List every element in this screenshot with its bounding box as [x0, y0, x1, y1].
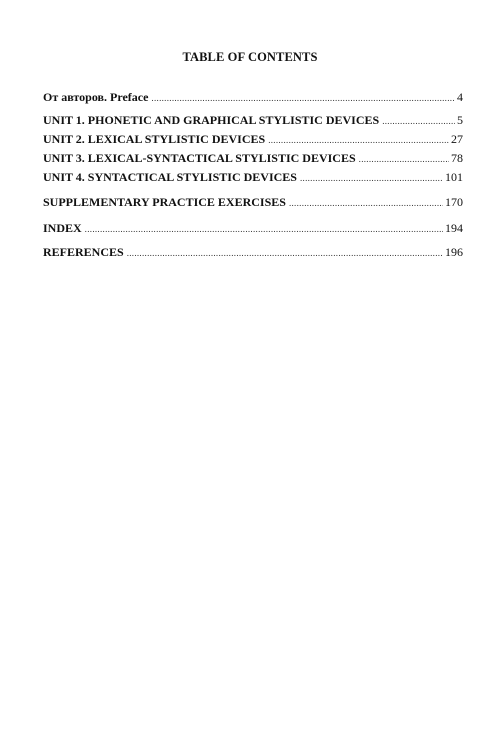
toc-entry-page: 194: [445, 221, 463, 235]
toc-entry-supplementary[interactable]: [43, 195, 463, 210]
toc-entry-unit-4[interactable]: [43, 170, 463, 185]
toc-entry-label: UNIT 2. LEXICAL STYLISTIC DEVICES: [43, 132, 266, 146]
toc-entry-label: UNIT 3. LEXICAL-SYNTACTICAL STYLISTIC DEVICES: [43, 151, 356, 165]
toc-entry-index[interactable]: [43, 221, 463, 236]
dot-leader: [289, 196, 443, 210]
dot-leader: [382, 114, 455, 128]
toc-entry-unit-3[interactable]: [43, 151, 463, 166]
toc-entry-page: 4: [457, 90, 463, 104]
toc-entry-label: REFERENCES: [43, 245, 124, 259]
dot-leader: [359, 152, 449, 166]
toc-entry-page: 78: [451, 151, 463, 165]
toc-entry-label: INDEX: [43, 221, 82, 235]
page-title: TABLE OF CONTENTS: [182, 50, 318, 64]
toc-entry-page: 170: [445, 195, 463, 209]
toc-entry-page: 101: [445, 170, 463, 184]
toc-entry-label: SUPPLEMENTARY PRACTICE EXERCISES: [43, 195, 286, 209]
toc-entry-references[interactable]: [43, 245, 463, 260]
toc-entry-unit-1[interactable]: [43, 113, 463, 128]
dot-leader: [151, 91, 455, 105]
toc-entry-label: От авторов. Preface: [43, 90, 149, 104]
dot-leader: [300, 171, 443, 185]
dot-leader: [85, 222, 443, 236]
toc-entry-label: UNIT 4. SYNTACTICAL STYLISTIC DEVICES: [43, 170, 297, 184]
toc-entry-label: UNIT 1. PHONETIC AND GRAPHICAL STYLISTIC DEVICES: [43, 113, 380, 127]
dot-leader: [127, 246, 443, 260]
toc-entry-page: 5: [457, 113, 463, 127]
toc-entry-preface[interactable]: [43, 90, 463, 105]
toc-entry-page: 27: [451, 132, 463, 146]
toc-entry-page: 196: [445, 245, 463, 259]
toc-entry-unit-2[interactable]: [43, 132, 463, 147]
dot-leader: [268, 133, 449, 147]
